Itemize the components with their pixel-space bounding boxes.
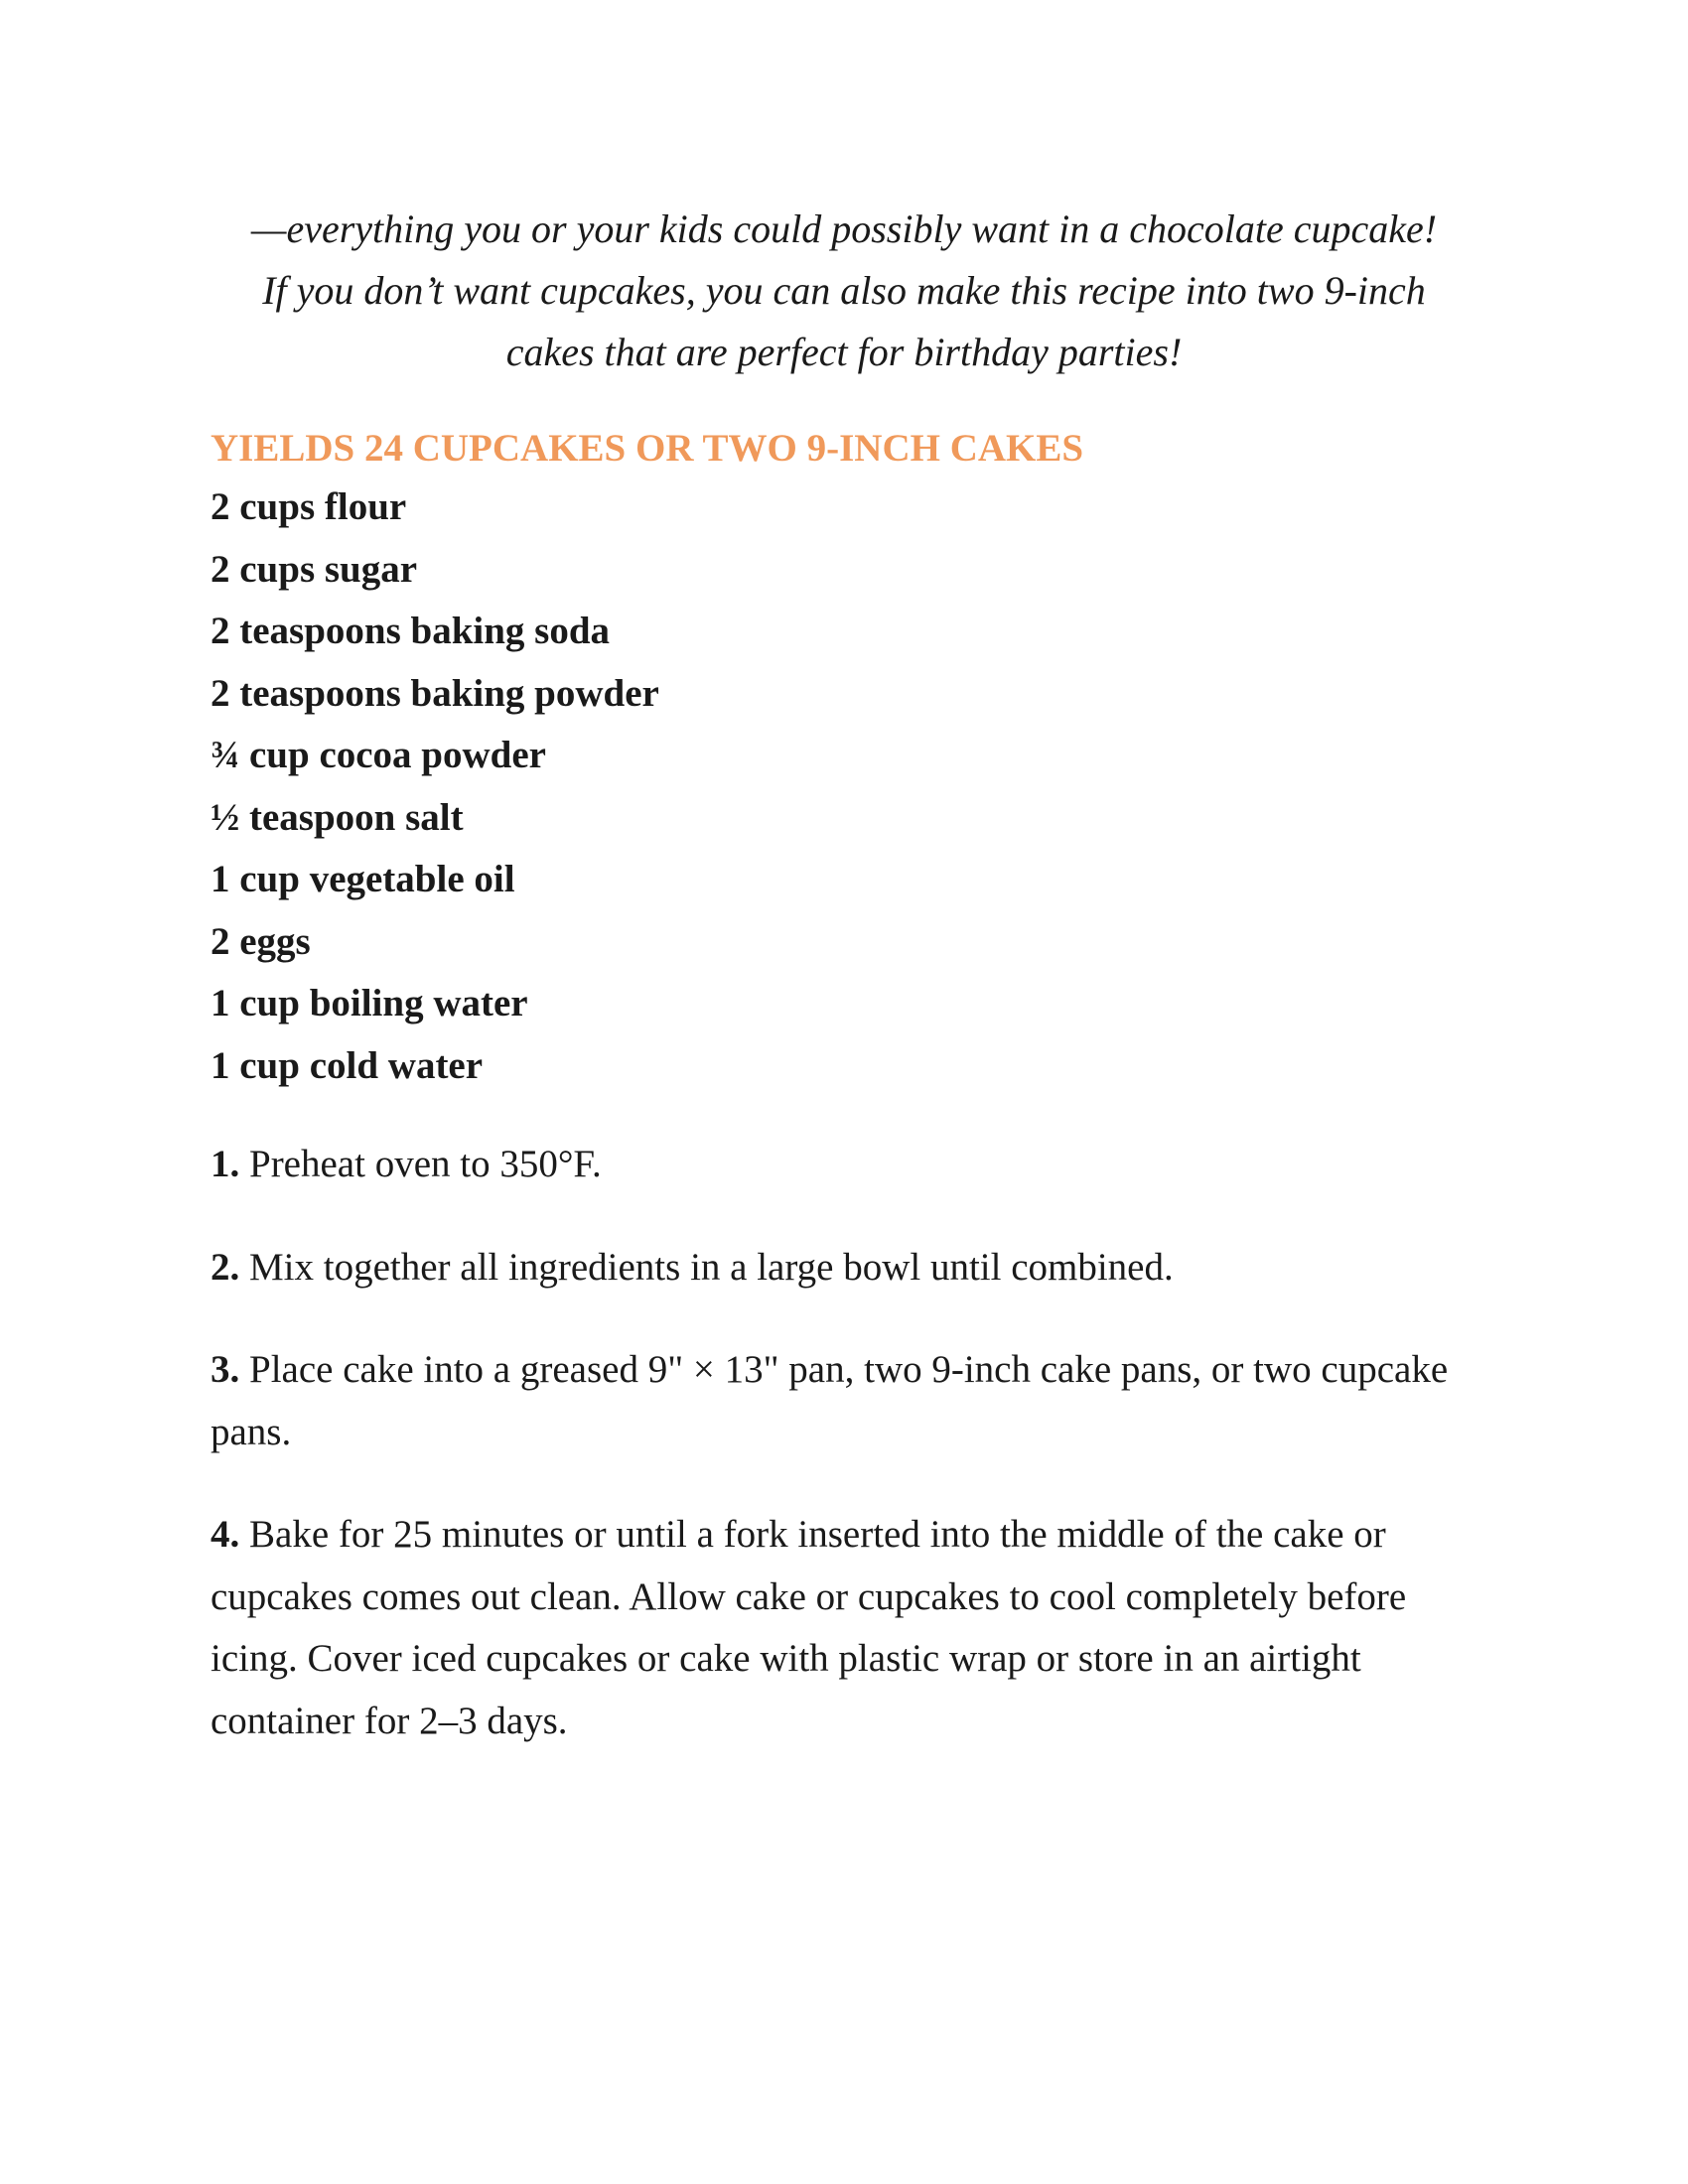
step-text: Place cake into a greased 9" × 13" pan, two 9-inch cake pans, or two cupcake pans. [211,1348,1449,1453]
step-item [211,1237,1491,1299]
step-item [211,1504,1491,1752]
ingredient-list [211,477,659,1097]
ingredient-item: 2 teaspoons baking soda [211,610,611,652]
step-number: 4. [211,1513,240,1556]
step-text: Preheat oven to 350°F. [239,1143,602,1185]
ingredient-item: ¾ cup cocoa powder [211,734,546,776]
step-number: 3. [211,1348,240,1391]
ingredient-item: 2 teaspoons baking powder [211,671,659,715]
intro-line: cakes that are perfect for birthday parties! [505,330,1183,374]
ingredient-item: 1 cup cold water [211,1043,484,1087]
intro-paragraph [211,199,1477,383]
step-item [211,1339,1491,1463]
step-text: Bake for 25 minutes or until a fork inserted into the middle of the cake or cupcakes comes out clean. Allow cake or cupcakes to cool completely before icing. Cover iced cupcakes or cake with plastic wrap or store in an airtight container for 2–3 days. [211,1513,1407,1742]
step-number: 2. [211,1245,240,1289]
step-text: Mix together all ingredients in a large bowl until combined. [239,1245,1174,1289]
ingredient-item: 2 cups flour [211,485,407,528]
instruction-steps [211,1134,1491,1793]
ingredient-item: 2 cups sugar [211,547,418,591]
ingredient-item: 2 eggs [211,919,311,963]
intro-line: —everything you or your kids could possibly want in a chocolate cupcake! [250,206,1438,251]
step-number: 1. [211,1143,240,1185]
yield-heading: YIELDS 24 CUPCAKES OR TWO 9-INCH CAKES [211,427,1084,470]
ingredient-item: 1 cup boiling water [211,982,528,1024]
ingredient-item: 1 cup vegetable oil [211,858,515,900]
step-item [211,1134,1491,1196]
intro-line: If you don’t want cupcakes, you can also make this recipe into two 9-inch [262,268,1426,313]
ingredient-item: ½ teaspoon salt [211,795,464,839]
